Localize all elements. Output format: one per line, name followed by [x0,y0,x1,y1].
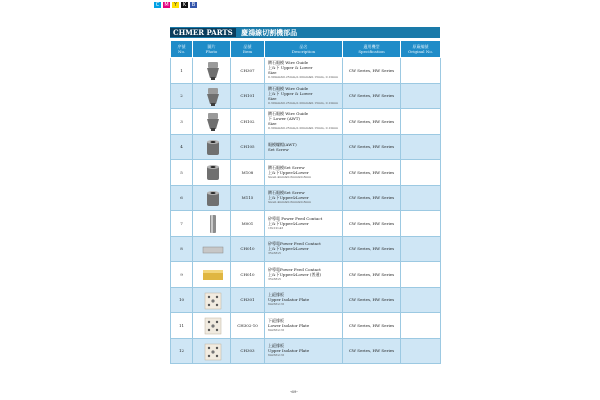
part-description [265,83,343,109]
column-header-en: Description [291,49,316,54]
item-code: CH301 [231,287,265,313]
part-photo [193,236,231,262]
column-header-cn: 品號 [243,44,252,49]
part-description [265,287,343,313]
size-note: 0.30mm&0.25mm,0.20mm&0.15mm, 0.10mm [268,126,339,131]
row-number: 11 [171,313,193,339]
part-description [265,185,343,211]
description-line: 矽導電Power Feed Contact [268,241,321,247]
row-number: 10 [171,287,193,313]
isolator-image [202,291,222,309]
size-note: 35x38x5 [268,251,281,256]
item-code: CH105 [231,134,265,160]
column-header-cn: 適用機型 [363,44,380,49]
machine-spec: CW Series, HW Series [343,338,401,364]
part-photo [193,338,231,364]
column-header-cn: 原廠編號 [412,44,429,49]
size-note: 35x38x5 [268,276,281,281]
nozzle-guide-image [202,61,222,79]
registration-swatch: C [155,2,160,8]
original-number [401,236,441,262]
row-number: 9 [171,262,193,288]
part-description [265,211,343,237]
column-header-cn: 圖片 [207,44,216,49]
row-number: 3 [171,109,193,135]
item-code: CH101 [231,83,265,109]
item-code: CH302-10 [231,313,265,339]
column-header-en: Photo [205,49,218,54]
page-number: -69- [290,389,298,394]
machine-spec: CW Series, HW Series [343,185,401,211]
part-description [265,134,343,160]
part-photo [193,109,231,135]
machine-spec: CW Series, HW Series [343,58,401,84]
size-note: 64x56x13t [268,302,285,307]
column-header-en: Item [242,49,253,54]
machine-spec: CW Series, HW Series [343,236,401,262]
item-code: M001 [231,211,265,237]
size-note: 64x56x13t [268,327,285,332]
size-note: Size0.4mm&0.6mm&0.8mm [268,200,312,205]
registration-swatch: M [164,2,169,8]
size-note: 18x12L43 [268,225,284,230]
registration-swatch: B [191,2,196,8]
original-number [401,134,441,160]
table-row [171,338,441,364]
column-header-en: Original No. [408,49,433,54]
column-header [193,41,231,58]
description-line: 上&下 Upper & Lower [268,90,313,96]
nozzle-guide-image [202,112,222,130]
description-line: 上絕緣板 [268,292,284,298]
set-screw-image [202,138,222,156]
part-photo [193,58,231,84]
item-code: M108 [231,160,265,186]
part-photo [193,134,231,160]
description-line: 下絕緣板 [268,317,284,323]
table-row [171,185,441,211]
title-text: 慶鴻線切割機部品 [241,28,298,37]
machine-spec: CW Series, HW Series [343,109,401,135]
part-photo [193,83,231,109]
description-line: 鑽石眼模 Wire Guide [268,60,309,66]
original-number [401,313,441,339]
row-number: 6 [171,185,193,211]
item-code: CH307 [231,58,265,84]
part-description [265,338,343,364]
original-number [401,211,441,237]
row-number: 4 [171,134,193,160]
registration-swatch: Y [173,2,178,8]
part-description [265,109,343,135]
set-screw-image [202,189,222,207]
description-line: 上絕緣板 [268,343,284,349]
row-number: 12 [171,338,193,364]
part-description [265,313,343,339]
registration-marks [154,2,197,8]
table-row [171,236,441,262]
table-row [171,109,441,135]
size-note: 0.30mm&0.25mm,0.20mm&0.15mm, 0.10mm [268,75,339,80]
item-code: CH010 [231,262,265,288]
description-line: 鑽石眼模 Wire Guide [268,111,309,117]
table-row [171,83,441,109]
flat-plate-image [202,240,222,258]
brand-label: CHMER PARTS [170,28,236,37]
table-row [171,134,441,160]
nozzle-guide-image [202,87,222,105]
part-photo [193,211,231,237]
registration-swatch: K [182,2,187,8]
column-header [231,41,265,58]
page-title [170,27,440,38]
original-number [401,185,441,211]
machine-spec: CW Series, HW Series [343,262,401,288]
machine-spec: CW Series, HW Series [343,160,401,186]
column-header-en: Specification [358,49,385,54]
size-note: 64x56x13t [268,353,285,358]
description-line: Set Screw [268,146,289,152]
row-number: 1 [171,58,193,84]
description-line: Size [268,121,277,127]
parts-table [170,40,441,364]
description-line: 下 Lower (AWT) [268,116,300,122]
original-number [401,338,441,364]
rod-image [202,214,222,232]
description-line: 矽導電 Power Feed Contact [268,215,323,221]
description-line: 上&下Upper&Lower [268,169,309,175]
part-description [265,236,343,262]
table-row [171,313,441,339]
machine-spec: CW Series, HW Series [343,313,401,339]
isolator-image [202,342,222,360]
item-code: CH102 [231,109,265,135]
description-line: 上&下Upper&Lower [268,246,309,252]
description-line: 鑽石眼模Set Screw [268,164,305,170]
description-line: 鑽石眼模Set Screw [268,190,305,196]
part-description [265,58,343,84]
part-photo [193,185,231,211]
original-number [401,109,441,135]
column-header [343,41,401,58]
gold-plate-image [202,265,222,283]
isolator-image [202,316,222,334]
table-row [171,160,441,186]
row-number: 2 [171,83,193,109]
description-line: Upper Isolator Plate [268,348,310,354]
description-line: Upper Isolator Plate [268,297,310,303]
original-number [401,287,441,313]
original-number [401,262,441,288]
column-header [401,41,441,58]
item-code: CH303 [231,338,265,364]
description-line: 上&下Upper&Lower (普通) [268,271,322,277]
description-line: Lower Isolator Plate [268,322,310,328]
part-description [265,160,343,186]
table-row [171,211,441,237]
item-code: CH010 [231,236,265,262]
row-number: 7 [171,211,193,237]
column-header-cn: 序號 [177,44,186,49]
original-number [401,160,441,186]
part-photo [193,313,231,339]
column-header [171,41,193,58]
part-photo [193,262,231,288]
row-number: 8 [171,236,193,262]
column-header-cn: 品名 [299,44,308,49]
description-line: 上&下Upper&Lower [268,220,309,226]
machine-spec: CW Series, HW Series [343,211,401,237]
description-line: Size [268,70,277,76]
part-photo [193,160,231,186]
set-screw-image [202,163,222,181]
part-photo [193,287,231,313]
machine-spec: CW Series, HW Series [343,83,401,109]
table-row [171,287,441,313]
table-row [171,262,441,288]
size-note: Size0.4mm&0.6mm&0.8mm [268,174,312,179]
column-header [265,41,343,58]
part-description [265,262,343,288]
machine-spec: CW Series, HW Series [343,134,401,160]
machine-spec: CW Series, HW Series [343,287,401,313]
size-note: 0.30mm&0.25mm,0.20mm&0.15mm, 0.10mm [268,100,339,105]
table-row [171,58,441,84]
original-number [401,58,441,84]
column-header-en: No. [177,49,186,54]
table-header-row [171,41,441,58]
description-line: 上&下Upper&Lower [268,195,309,201]
description-line: 矽導電Power Feed Contact [268,266,321,272]
description-line: 眼模螺帽(AWT) [268,141,297,147]
description-line: 上&下 Upper & Lower [268,65,313,71]
description-line: 鑽石眼模 Wire Guide [268,85,309,91]
item-code: M115 [231,185,265,211]
original-number [401,83,441,109]
description-line: Size [268,95,277,101]
row-number: 5 [171,160,193,186]
